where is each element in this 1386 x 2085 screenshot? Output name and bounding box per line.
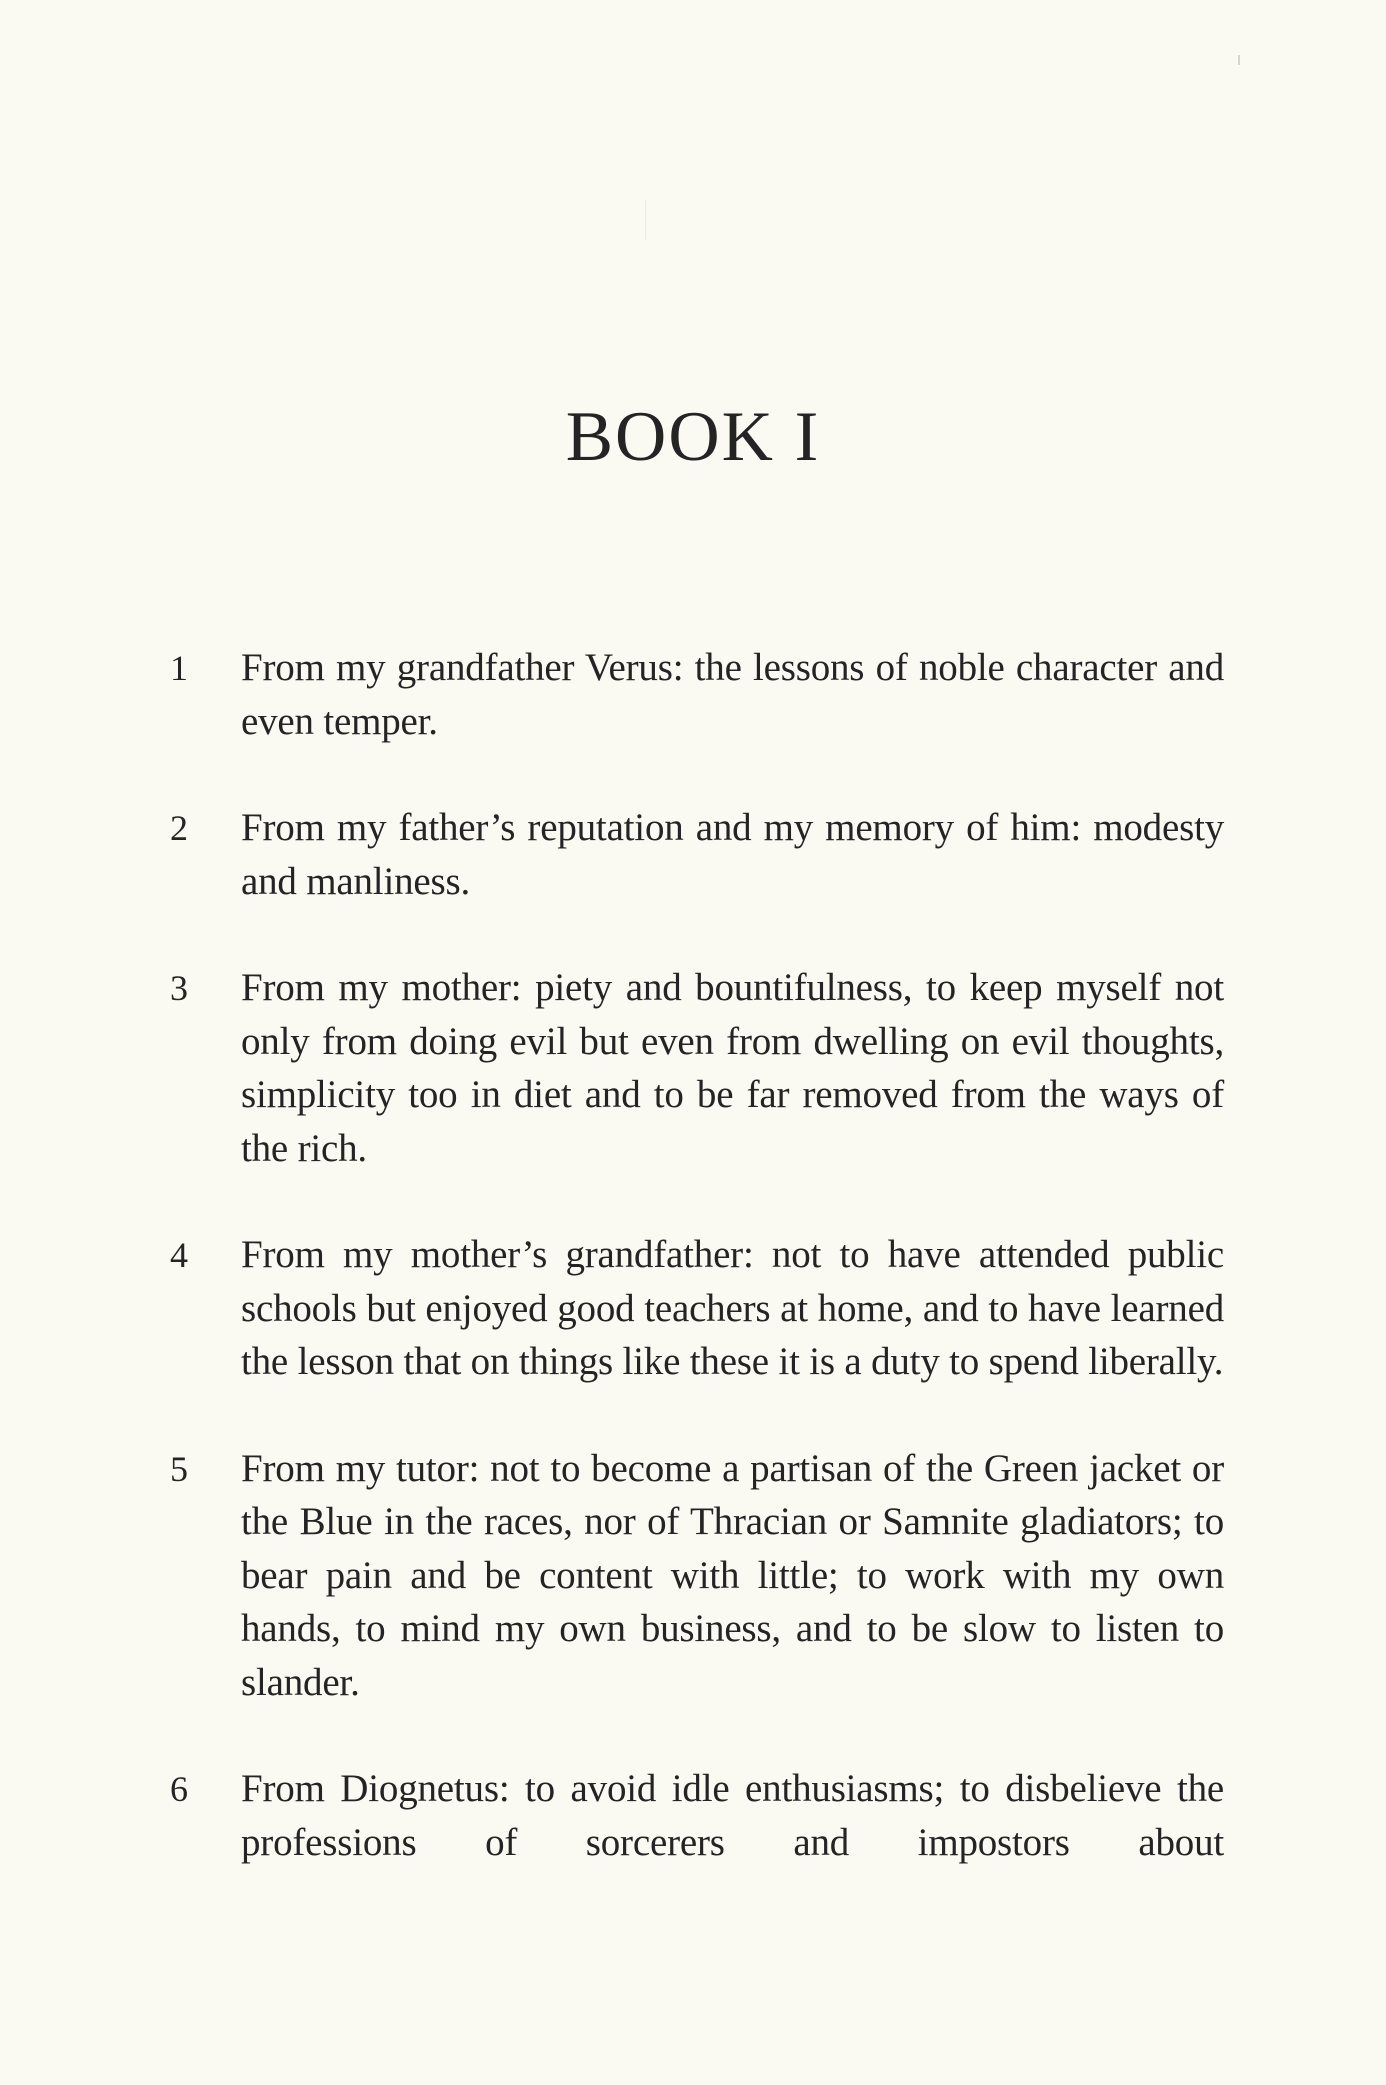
passage-number: 4 [170,1235,188,1275]
passage-2 [0,801,1386,908]
passage-number: 1 [170,648,188,688]
book-title: BOOK I [565,398,821,476]
passage-number: 6 [170,1769,188,1809]
passage-1 [0,641,1386,748]
passage-text: From my mother: piety and bountifulness, to keep myself not only from doing evil but even from dwelling on evil thoughts, simplicity too in diet and to be far removed from the ways of the rich. [241,966,1224,1170]
passage-number: 3 [170,968,188,1008]
passage-number: 5 [170,1448,188,1489]
passage-text: From Diognetus: to avoid idle enthusiasms; to disbelieve the professions of sorcerers and impostors about [241,1767,1224,1864]
passage-5 [0,1442,1386,1710]
scan-speck [1238,55,1240,65]
passage-3 [0,961,1386,1175]
passage-text: From my father’s reputation and my memory of him: modesty and manliness. [241,806,1224,903]
passage-text: From my tutor: not to become a partisan of the Green jacket or the Blue in the races, nor of Thracian or Samnite gladiators; to bear pain and be content with little; to work with my own hands, to mind my own business, and to be slow to listen to slander. [241,1446,1224,1704]
passage-text: From my mother’s grandfather: not to have attended public schools but enjoyed good teachers at home, and to have learned the lesson that on things like these it is a duty to spend liberally. [241,1233,1224,1383]
passage-text: From my grandfather Verus: the lessons of noble character and even temper. [241,646,1224,743]
passage-number: 2 [170,808,188,848]
passage-list [0,641,1386,1922]
scan-speck [645,200,646,240]
passage-4 [0,1228,1386,1389]
passage-6 [0,1762,1386,1869]
